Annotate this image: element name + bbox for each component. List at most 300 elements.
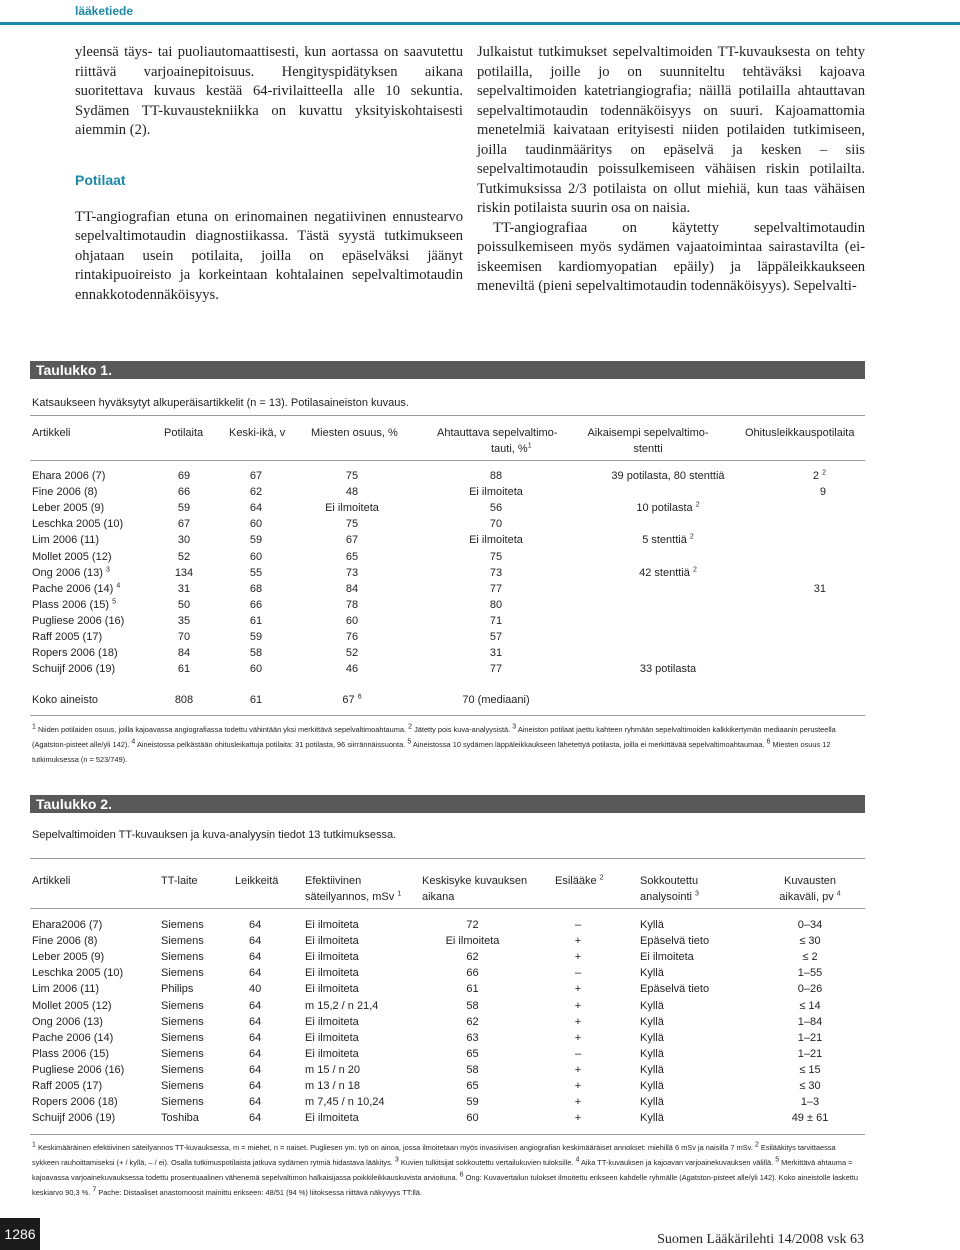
cell-keski-ika-text: 60 xyxy=(249,663,263,676)
cell-potilaita-text: 52 xyxy=(177,550,191,563)
cell-stentti-text: 39 potilasta, 80 stenttiä xyxy=(611,470,725,482)
cell-aikavali xyxy=(760,1078,860,1094)
cell-keskisyke-text: 63 xyxy=(466,1031,479,1044)
cell-efektiivinen-text: Ei ilmoiteta xyxy=(305,919,359,931)
footnote-text: Kuvien tulkitsijat sokkoutettu vertailukuvien tuloksille. xyxy=(398,1158,576,1167)
cell-miesten-osuus xyxy=(300,532,404,548)
cell-potilaita xyxy=(150,661,218,677)
footnote-ref: 6 xyxy=(357,693,362,701)
cell-ahtauttava xyxy=(432,629,560,645)
cell-keskisyke-text: 62 xyxy=(466,1015,479,1028)
cell-aikavali-text: ≤ 30 xyxy=(799,1080,821,1092)
footnote-ref: 1 xyxy=(527,442,532,450)
cell-efektiivinen xyxy=(305,965,359,981)
footnote-text: Miesten osuus 12 tutkimuksessa (n = 523/749). xyxy=(32,740,831,764)
cell-efektiivinen-text: Ei ilmoiteta xyxy=(305,935,359,948)
cell-sokkoutettu xyxy=(640,933,709,949)
cell-artikkeli xyxy=(32,581,120,597)
cell-ohitus-text: 9 xyxy=(819,486,826,499)
cell-artikkeli xyxy=(32,1014,103,1030)
table2-caption: Sepelvaltimoiden TT-kuvauksen ja kuva-analyysin tiedot 13 tutkimuksessa. xyxy=(32,829,397,841)
header-line: Aikaisempi sepelvaltimo- xyxy=(587,427,709,439)
cell-tt-laite-text: Siemens xyxy=(161,1096,204,1109)
cell-potilaita-text: 67 xyxy=(177,518,191,531)
cell-keski-ika xyxy=(222,581,290,597)
cell-stentti-text: 10 potilasta xyxy=(636,502,693,515)
cell-keskisyke-text: 60 xyxy=(466,1112,479,1125)
cell-artikkeli-text: Pache 2006 (14) xyxy=(32,582,114,595)
cell-miesten-osuus xyxy=(300,597,404,613)
cell-esilaake-text: + xyxy=(574,951,582,964)
cell-keski-ika-text: 58 xyxy=(249,647,263,660)
cell-esilaake-text: + xyxy=(574,983,582,996)
cell-artikkeli xyxy=(32,692,98,708)
header-line: Keskisyke kuvauksen xyxy=(422,875,528,887)
cell-keskisyke xyxy=(430,1062,515,1078)
cell-keski-ika-text: 68 xyxy=(249,582,263,595)
cell-artikkeli-text: Plass 2006 (15) xyxy=(32,1047,110,1060)
cell-aikavali xyxy=(760,1062,860,1078)
cell-keskisyke-text: 65 xyxy=(466,1047,479,1060)
journal-footer: Suomen Lääkärilehti 14/2008 vsk 63 xyxy=(657,1232,864,1247)
cell-keskisyke-text: 61 xyxy=(466,983,479,996)
cell-artikkeli-text: Leschka 2005 (10) xyxy=(32,967,124,980)
cell-esilaake xyxy=(563,1078,593,1094)
cell-artikkeli-text: Schuijf 2006 (19) xyxy=(32,663,116,676)
cell-keski-ika-text: 67 xyxy=(249,470,263,482)
cell-keski-ika xyxy=(222,516,290,532)
cell-sokkoutettu xyxy=(640,965,664,981)
cell-miesten-osuus-text: 67 xyxy=(345,534,359,547)
footnote xyxy=(131,740,407,749)
cell-artikkeli xyxy=(32,645,118,661)
cell-artikkeli-text: Fine 2006 (8) xyxy=(32,486,98,499)
cell-potilaita-text: 50 xyxy=(177,598,191,611)
cell-potilaita-text: 35 xyxy=(177,614,191,627)
cell-potilaita-text: 31 xyxy=(177,582,191,595)
cell-efektiivinen-text: Ei ilmoiteta xyxy=(305,1112,359,1125)
cell-aikavali xyxy=(760,1046,860,1062)
cell-miesten-osuus-text: 67 xyxy=(342,694,355,706)
header-text: aikaväli, pv xyxy=(779,891,834,903)
footnote-ref: 2 xyxy=(822,469,826,477)
cell-keskisyke xyxy=(430,1046,515,1062)
cell-potilaita xyxy=(150,692,218,708)
footnote-number: 2 xyxy=(408,723,413,731)
cell-potilaita-text: 30 xyxy=(177,534,191,547)
cell-keskisyke xyxy=(430,981,515,997)
article-column-right xyxy=(477,43,865,297)
cell-sokkoutettu-text: Kyllä xyxy=(640,999,664,1012)
cell-keskisyke xyxy=(430,1094,515,1110)
cell-leikkeita-text: 64 xyxy=(249,999,262,1012)
cell-leikkeita-text: 64 xyxy=(249,1063,262,1076)
cell-tt-laite-text: Siemens xyxy=(161,935,204,948)
header-line xyxy=(760,889,860,905)
header-line: stentti xyxy=(633,443,663,455)
cell-potilaita xyxy=(150,532,218,548)
cell-potilaita xyxy=(150,468,218,484)
cell-keski-ika xyxy=(222,661,290,677)
cell-efektiivinen xyxy=(305,933,359,949)
footnote-number: 4 xyxy=(131,738,136,746)
cell-sokkoutettu-text: Epäselvä tieto xyxy=(640,935,710,948)
cell-miesten-osuus xyxy=(300,516,404,532)
cell-sokkoutettu-text: Kyllä xyxy=(640,1015,664,1028)
cell-aikavali xyxy=(760,1110,860,1126)
cell-artikkeli-text: Leber 2005 (9) xyxy=(32,502,105,515)
cell-leikkeita xyxy=(249,1094,261,1110)
header-rule xyxy=(0,22,960,25)
cell-esilaake xyxy=(563,917,593,933)
cell-ohitus xyxy=(770,484,826,500)
cell-leikkeita-text: 64 xyxy=(249,1015,262,1028)
cell-efektiivinen-text: Ei ilmoiteta xyxy=(305,1015,359,1028)
cell-ahtauttava-text: Ei ilmoiteta xyxy=(469,534,523,547)
cell-artikkeli xyxy=(32,917,102,933)
cell-artikkeli-text: Leschka 2005 (10) xyxy=(32,518,124,531)
cell-aikavali-text: 1–21 xyxy=(797,1047,823,1060)
article-column-left xyxy=(75,43,463,305)
cell-stentti-text: 42 stenttiä xyxy=(639,566,690,579)
col-header-efektiivinen xyxy=(305,873,401,905)
cell-artikkeli-text: Plass 2006 (15) xyxy=(32,598,110,611)
cell-tt-laite-text: Philips xyxy=(161,983,194,996)
cell-aikavali xyxy=(760,1030,860,1046)
cell-efektiivinen xyxy=(305,1014,359,1030)
footnote-number: 3 xyxy=(512,723,517,731)
cell-stentti xyxy=(578,468,758,484)
cell-artikkeli xyxy=(32,549,112,565)
cell-sokkoutettu xyxy=(640,1014,664,1030)
cell-ahtauttava-text: 88 xyxy=(489,470,503,482)
cell-aikavali xyxy=(760,949,860,965)
cell-potilaita-text: 59 xyxy=(177,502,191,515)
cell-miesten-osuus-text: 75 xyxy=(345,470,359,482)
cell-esilaake-text: + xyxy=(574,1015,582,1028)
table1-bottom-rule xyxy=(30,715,865,716)
cell-keski-ika-text: 60 xyxy=(249,550,263,563)
cell-leikkeita-text: 64 xyxy=(249,951,262,964)
cell-esilaake xyxy=(563,1014,593,1030)
cell-ohitus-text: 2 xyxy=(812,470,820,482)
cell-artikkeli-text: Fine 2006 (8) xyxy=(32,935,98,948)
cell-artikkeli-text: Leber 2005 (9) xyxy=(32,951,105,964)
cell-stentti-text: 5 stenttiä xyxy=(642,534,687,547)
cell-artikkeli-text: Pugliese 2006 (16) xyxy=(32,1063,125,1076)
footnote-ref: 3 xyxy=(106,565,110,573)
cell-keskisyke xyxy=(430,933,515,949)
cell-tt-laite xyxy=(161,933,204,949)
cell-ahtauttava-text: 71 xyxy=(489,614,503,627)
cell-potilaita xyxy=(150,645,218,661)
cell-efektiivinen xyxy=(305,981,359,997)
cell-keski-ika xyxy=(222,692,290,708)
cell-miesten-osuus-text: 46 xyxy=(345,663,359,676)
cell-sokkoutettu xyxy=(640,1030,664,1046)
cell-potilaita xyxy=(150,613,218,629)
col-header-aikaisempi-stentti xyxy=(583,425,713,457)
cell-sokkoutettu xyxy=(640,998,664,1014)
cell-keski-ika xyxy=(222,500,290,516)
table2-header-rule xyxy=(30,908,865,909)
header-line xyxy=(640,889,699,905)
cell-stentti-text: 33 potilasta xyxy=(639,663,697,676)
cell-potilaita xyxy=(150,581,218,597)
cell-potilaita xyxy=(150,500,218,516)
footnote-ref: 2 xyxy=(599,874,604,882)
cell-artikkeli xyxy=(32,629,102,645)
footnote-number: 4 xyxy=(575,1156,580,1164)
cell-sokkoutettu xyxy=(640,917,664,933)
cell-tt-laite-text: Siemens xyxy=(161,1080,204,1092)
footnote-text: Ong: Kuvavertailun tulokset ilmoitettu erikseen kahdelle ryhmälle (Agatston-pisteet alle/yli 142). Koko aineistolle laskettu keskiarvo 90,3 %. xyxy=(32,1173,858,1197)
table1-caption: Katsaukseen hyväksytyt alkuperäisartikkelit (n = 13). Potilasaineiston kuvaus. xyxy=(32,397,409,409)
footnote-number: 7 xyxy=(92,1186,97,1194)
cell-ahtauttava xyxy=(432,484,560,500)
cell-artikkeli xyxy=(32,613,124,629)
cell-keskisyke-text: Ei ilmoiteta xyxy=(445,935,500,948)
header-line: Sokkoutettu xyxy=(640,875,699,887)
header-line xyxy=(437,441,557,457)
header-text: tauti, % xyxy=(491,443,528,455)
cell-esilaake xyxy=(563,949,593,965)
cell-artikkeli-text: Raff 2005 (17) xyxy=(32,631,103,643)
table2-top-rule xyxy=(30,858,865,859)
footnote-number: 6 xyxy=(459,1171,464,1179)
table2-bottom-rule xyxy=(30,1134,865,1135)
header-text: analysointi xyxy=(640,891,692,903)
cell-aikavali xyxy=(760,965,860,981)
col-header-ohitusleikkaus: Ohitusleikkauspotilaita xyxy=(745,427,855,439)
cell-leikkeita-text: 64 xyxy=(249,935,262,948)
footnote xyxy=(395,1158,576,1167)
cell-aikavali xyxy=(760,917,860,933)
cell-keskisyke xyxy=(430,965,515,981)
footnote xyxy=(408,725,512,734)
col-header-ahtauttava xyxy=(437,425,557,457)
col-header-artikkeli: Artikkeli xyxy=(32,427,71,439)
cell-tt-laite xyxy=(161,1046,204,1062)
cell-artikkeli-text: Raff 2005 (17) xyxy=(32,1080,103,1092)
cell-miesten-osuus-text: Ei ilmoiteta xyxy=(325,502,379,515)
footnote-text: Pache: Distaaliset anastomoosit mainittu erikseen: 48/51 (94 %) liitoksessa riittävä näkyvyys TT:llä. xyxy=(96,1188,422,1197)
col-header-leikkeita: Leikkeitä xyxy=(235,875,279,887)
cell-esilaake xyxy=(563,965,593,981)
footnote-number: 1 xyxy=(32,1141,36,1149)
cell-artikkeli xyxy=(32,933,97,949)
cell-miesten-osuus xyxy=(300,581,404,597)
cell-aikavali-text: 49 ± 61 xyxy=(791,1112,829,1125)
cell-artikkeli xyxy=(32,532,99,548)
cell-keski-ika xyxy=(222,484,290,500)
cell-artikkeli-text: Pache 2006 (14) xyxy=(32,1031,114,1044)
table1-header-rule xyxy=(30,460,865,461)
cell-keski-ika-text: 62 xyxy=(249,486,263,499)
cell-esilaake-text: + xyxy=(574,935,582,948)
cell-ahtauttava-text: 77 xyxy=(489,663,503,676)
cell-keski-ika-text: 59 xyxy=(249,631,263,643)
cell-leikkeita-text: 64 xyxy=(249,1031,262,1044)
cell-ahtauttava xyxy=(432,645,560,661)
cell-leikkeita-text: 64 xyxy=(249,1047,262,1060)
cell-ahtauttava xyxy=(432,692,560,708)
footnote xyxy=(32,725,408,734)
cell-leikkeita xyxy=(249,965,261,981)
cell-artikkeli-text: Lim 2006 (11) xyxy=(32,534,100,547)
cell-sokkoutettu xyxy=(640,1062,664,1078)
cell-sokkoutettu-text: Kyllä xyxy=(640,1096,664,1109)
cell-ahtauttava-text: 31 xyxy=(489,647,503,660)
header-line: Ahtauttava sepelvaltimo- xyxy=(437,427,558,439)
cell-sokkoutettu xyxy=(640,949,694,965)
cell-aikavali-text: 1–21 xyxy=(797,1031,823,1044)
footnote-number: 3 xyxy=(394,1156,399,1164)
cell-ahtauttava-text: 70 (mediaani) xyxy=(462,694,530,706)
section-label: lääketiede xyxy=(75,4,134,18)
cell-aikavali-text: ≤ 30 xyxy=(799,935,821,948)
cell-esilaake-text: – xyxy=(574,1047,582,1060)
cell-potilaita-text: 84 xyxy=(177,647,191,660)
cell-ahtauttava xyxy=(432,565,560,581)
col-header-kuvausten-aikavali xyxy=(760,873,860,905)
footnote-number: 2 xyxy=(754,1141,759,1149)
footnote-text: Jätetty pois kuva-analyysistä. xyxy=(412,725,513,734)
cell-esilaake-text: + xyxy=(574,1112,582,1125)
cell-keskisyke xyxy=(430,949,515,965)
cell-artikkeli xyxy=(32,1094,118,1110)
cell-ohitus xyxy=(770,581,826,597)
cell-esilaake xyxy=(563,981,593,997)
cell-artikkeli-text: Ong 2006 (13) xyxy=(32,1015,103,1028)
cell-tt-laite xyxy=(161,1014,204,1030)
cell-sokkoutettu-text: Kyllä xyxy=(640,1080,664,1092)
cell-tt-laite-text: Siemens xyxy=(161,1015,204,1028)
table1-footnotes xyxy=(32,722,862,767)
cell-efektiivinen xyxy=(305,1094,385,1110)
cell-sokkoutettu xyxy=(640,981,709,997)
cell-aikavali xyxy=(760,1014,860,1030)
footnote-ref: 3 xyxy=(695,890,699,898)
cell-sokkoutettu-text: Kyllä xyxy=(640,1031,664,1044)
cell-tt-laite-text: Siemens xyxy=(161,919,204,931)
footnote-number: 5 xyxy=(775,1156,780,1164)
table2-title: Taulukko 2. xyxy=(30,795,865,813)
cell-keski-ika xyxy=(222,597,290,613)
cell-leikkeita xyxy=(249,998,261,1014)
header-line: Efektiivinen xyxy=(305,875,362,887)
cell-keskisyke-text: 58 xyxy=(466,999,479,1012)
cell-artikkeli-text: Pugliese 2006 (16) xyxy=(32,614,125,627)
cell-sokkoutettu xyxy=(640,1046,664,1062)
footnote-ref: 5 xyxy=(112,598,117,606)
cell-ahtauttava xyxy=(432,597,560,613)
cell-keski-ika-text: 55 xyxy=(249,566,263,579)
cell-efektiivinen-text: Ei ilmoiteta xyxy=(305,1047,359,1060)
cell-keski-ika-text: 61 xyxy=(249,694,263,706)
col-header-potilaita: Potilaita xyxy=(164,427,204,439)
cell-efektiivinen xyxy=(305,949,359,965)
cell-tt-laite xyxy=(161,1078,204,1094)
cell-sokkoutettu-text: Kyllä xyxy=(640,967,664,980)
cell-efektiivinen xyxy=(305,1046,359,1062)
cell-keski-ika-text: 66 xyxy=(249,598,263,611)
cell-tt-laite xyxy=(161,949,204,965)
cell-miesten-osuus-text: 60 xyxy=(345,614,359,627)
cell-potilaita xyxy=(150,565,218,581)
cell-artikkeli-text: Ropers 2006 (18) xyxy=(32,1096,118,1109)
cell-ahtauttava-text: Ei ilmoiteta xyxy=(469,486,523,499)
cell-leikkeita xyxy=(249,1046,261,1062)
footnote-ref: 2 xyxy=(692,565,697,573)
cell-artikkeli-text: Ehara 2006 (7) xyxy=(32,470,106,482)
cell-potilaita xyxy=(150,549,218,565)
cell-artikkeli-text: Lim 2006 (11) xyxy=(32,983,100,996)
cell-artikkeli xyxy=(32,1062,124,1078)
cell-tt-laite xyxy=(161,981,193,997)
cell-esilaake-text: + xyxy=(574,999,582,1012)
footnote-text: Keskimääräinen efektiivinen säteilyannos TT-kuvauksessa, m = miehet, n = naiset. Pugliesen ym. työ on ainoa, jossa ilmoitetaan myös invasiivisen angiografian keskimääräiset annokset: miehillä 6 mSv ja naisilla 7 mSv. xyxy=(35,1143,755,1152)
cell-keskisyke-text: 65 xyxy=(466,1080,479,1092)
cell-artikkeli xyxy=(32,949,104,965)
cell-tt-laite xyxy=(161,965,204,981)
col-header-keski-ika: Keski-ikä, v xyxy=(229,427,286,439)
cell-leikkeita xyxy=(249,1062,261,1078)
cell-keskisyke xyxy=(430,1078,515,1094)
cell-leikkeita xyxy=(249,1014,261,1030)
cell-esilaake xyxy=(563,1046,593,1062)
cell-miesten-osuus xyxy=(300,565,404,581)
cell-ahtauttava-text: 57 xyxy=(489,631,503,643)
cell-esilaake-text: + xyxy=(574,1080,582,1092)
cell-ahtauttava xyxy=(432,500,560,516)
cell-sokkoutettu xyxy=(640,1078,664,1094)
cell-leikkeita xyxy=(249,917,261,933)
cell-sokkoutettu-text: Kyllä xyxy=(640,1047,664,1060)
cell-efektiivinen-text: Ei ilmoiteta xyxy=(305,967,359,980)
cell-esilaake-text: – xyxy=(574,967,582,980)
cell-efektiivinen-text: m 15 / n 20 xyxy=(305,1063,361,1076)
footnote-text: Niiden potilaiden osuus, joilla kajoavassa angiografiassa todettu vähintään yksi merkittävä sepelvaltimoahtauma. xyxy=(35,725,409,734)
cell-leikkeita-text: 40 xyxy=(249,983,262,996)
footnote-text: Merkittävä ahtauma = kajoavassa varjoainekuvauksessa todettu prosentuaalinen vähenemä sepelvaltimon halkaisijassa poikkileikkauskuvista arvioituna. xyxy=(32,1158,853,1182)
cell-keskisyke xyxy=(430,917,515,933)
cell-artikkeli-text: Ropers 2006 (18) xyxy=(32,647,118,660)
col-header-artikkeli: Artikkeli xyxy=(32,875,71,887)
cell-tt-laite xyxy=(161,1030,204,1046)
cell-keskisyke xyxy=(430,1014,515,1030)
cell-leikkeita xyxy=(249,1110,261,1126)
cell-efektiivinen-text: Ei ilmoiteta xyxy=(305,983,359,996)
cell-efektiivinen xyxy=(305,1030,359,1046)
cell-artikkeli xyxy=(32,484,97,500)
cell-esilaake-text: + xyxy=(574,1063,582,1076)
cell-potilaita-text: 66 xyxy=(177,486,191,499)
cell-efektiivinen-text: Ei ilmoiteta xyxy=(305,951,359,964)
cell-aikavali-text: 1–84 xyxy=(797,1015,823,1028)
cell-potilaita-text: 61 xyxy=(177,663,191,676)
cell-efektiivinen-text: m 13 / n 18 xyxy=(305,1080,361,1092)
cell-artikkeli-text: Schuijf 2006 (19) xyxy=(32,1112,116,1125)
footnote-ref: 1 xyxy=(397,890,402,898)
footnote-text: Aineistossa 10 sydämen läppäleikkaukseen lähetettyä potilasta, joilla ei merkittävää sepelvaltimoahtaumaa. xyxy=(411,740,767,749)
cell-ahtauttava xyxy=(432,661,560,677)
header-line: Kuvausten xyxy=(784,875,836,887)
cell-esilaake xyxy=(563,1062,593,1078)
footnote-number: 6 xyxy=(766,738,771,746)
cell-artikkeli-text: Ehara2006 (7) xyxy=(32,919,103,931)
footnote-ref: 4 xyxy=(836,890,841,898)
